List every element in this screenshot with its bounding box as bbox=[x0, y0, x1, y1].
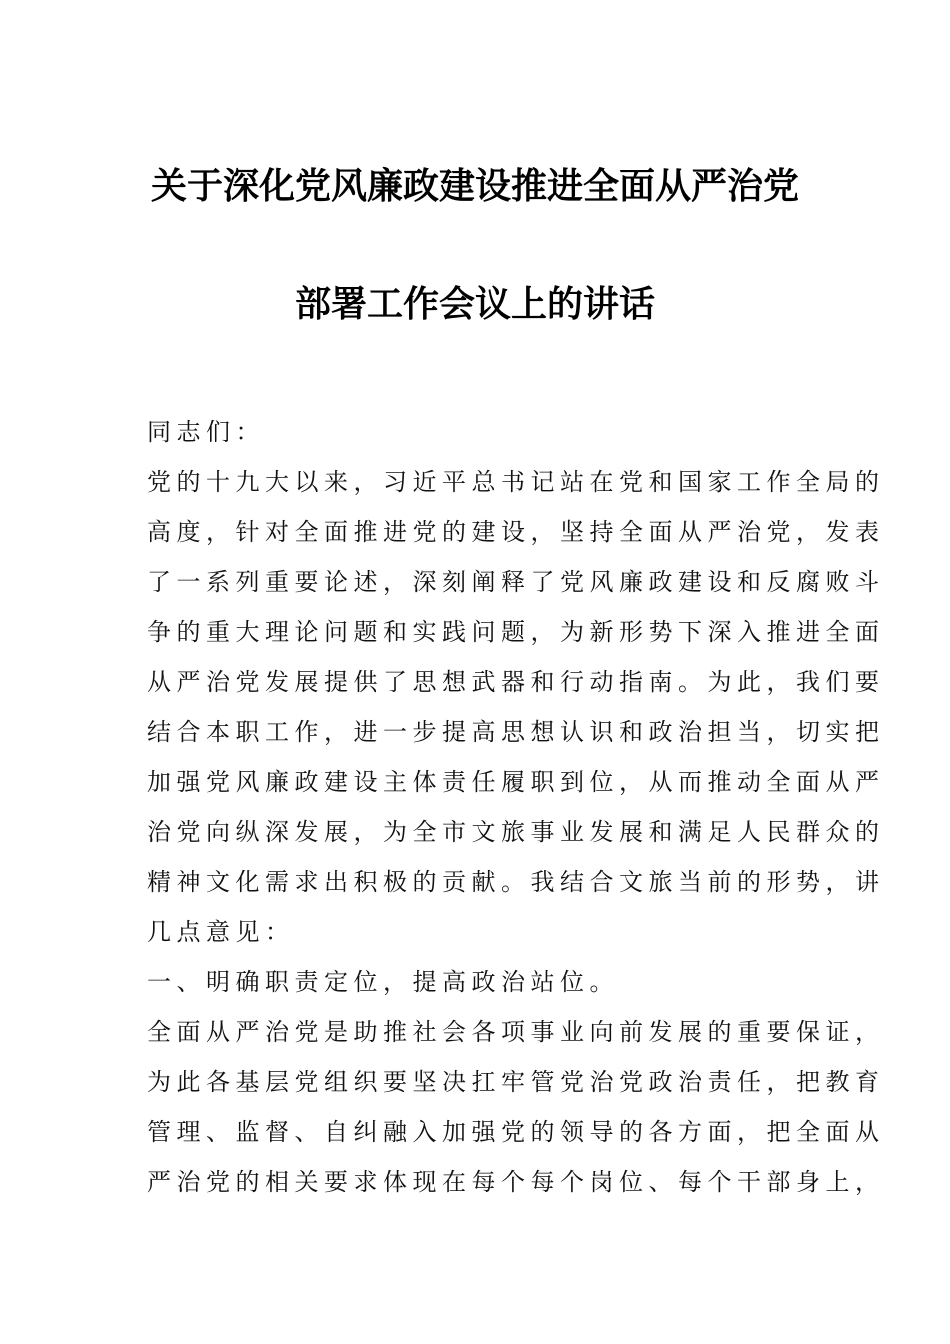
body-line: 治党向纵深发展，为全市文旅事业发展和满足人民群众的 bbox=[147, 818, 885, 846]
body-line: 为此各基层党组织要坚决扛牢管党治党政治责任，把教育 bbox=[147, 1068, 885, 1096]
body-line: 全面从严治党是助推社会各项事业向前发展的重要保证， bbox=[147, 1018, 885, 1046]
body-line: 高度，针对全面推进党的建设，坚持全面从严治党，发表 bbox=[147, 518, 885, 546]
body-line: 了一系列重要论述，深刻阐释了党风廉政建设和反腐败斗 bbox=[147, 568, 885, 596]
salutation: 同志们： bbox=[147, 418, 265, 446]
document-title-line-2: 部署工作会议上的讲话 bbox=[294, 283, 655, 325]
body-line: 党的十九大以来，习近平总书记站在党和国家工作全局的 bbox=[147, 468, 885, 496]
document-title-line-1: 关于深化党风廉政建设推进全面从严治党 bbox=[150, 165, 799, 207]
body-line: 精神文化需求出积极的贡献。我结合文旅当前的形势，讲 bbox=[147, 868, 885, 896]
body-line: 从严治党发展提供了思想武器和行动指南。为此，我们要 bbox=[147, 668, 885, 696]
body-line: 管理、监督、自纠融入加强党的领导的各方面，把全面从 bbox=[147, 1118, 885, 1146]
body-line: 结合本职工作，进一步提高思想认识和政治担当，切实把 bbox=[147, 718, 885, 746]
body-line: 几点意见： bbox=[147, 918, 295, 946]
body-line: 争的重大理论问题和实践问题，为新形势下深入推进全面 bbox=[147, 618, 885, 646]
body-line: 加强党风廉政建设主体责任履职到位，从而推动全面从严 bbox=[147, 768, 885, 796]
body-line: 严治党的相关要求体现在每个每个岗位、每个干部身上， bbox=[147, 1168, 885, 1196]
section-heading: 一、明确职责定位，提高政治站位。 bbox=[147, 968, 619, 996]
